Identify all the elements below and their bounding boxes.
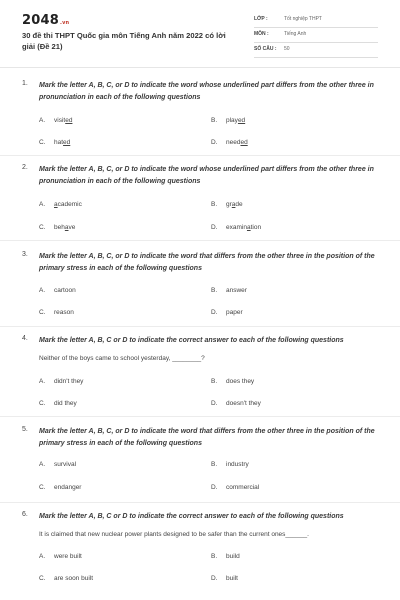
option-c[interactable]: [39, 400, 77, 407]
question-instruction: Mark the letter A, B, C, or D to indicate the word whose underlined part differs from the other three in pronunciation in each of the following questions: [39, 166, 374, 185]
option-underlined: a: [54, 201, 58, 208]
meta-subject-value: Tiếng Anh: [284, 31, 307, 37]
question-separator: [0, 502, 400, 503]
option-c[interactable]: [39, 575, 93, 582]
option-d[interactable]: [211, 575, 238, 582]
option-text: doesn't they: [226, 400, 261, 407]
meta-count-key: SỐ CÂU :: [254, 46, 277, 52]
question-separator: [0, 416, 400, 417]
option-b[interactable]: [211, 461, 249, 468]
question-number: 1.: [22, 80, 28, 87]
meta-subject-row: [254, 29, 378, 43]
option-text: examin: [226, 224, 247, 231]
option-letter: B.: [211, 287, 218, 294]
option-d[interactable]: [211, 484, 259, 491]
question-stem: Neither of the boys came to school yesterday, ________?: [39, 355, 205, 362]
option-letter: B.: [211, 553, 218, 560]
meta-class-row: [254, 14, 378, 28]
meta-class-value: Tốt nghiệp THPT: [284, 16, 322, 22]
option-text: did they: [54, 400, 77, 407]
option-b[interactable]: [211, 201, 243, 208]
logo-main: 2048: [22, 13, 59, 28]
question-separator: [0, 326, 400, 327]
option-letter: C.: [39, 139, 46, 146]
option-a[interactable]: [39, 553, 82, 560]
option-letter: C.: [39, 575, 46, 582]
question-instruction: Mark the letter A, B, C, or D to indicate the word that differs from the other three in the position of the primary stress in each of the following questions: [39, 253, 375, 272]
option-a[interactable]: [39, 378, 83, 385]
option-c[interactable]: [39, 139, 70, 146]
option-b[interactable]: [211, 287, 247, 294]
question-instruction: Mark the letter A, B, C, or D to indicate the word that differs from the other three in the position of the primary stress in each of the following questions: [39, 428, 375, 447]
option-text-end: de: [235, 201, 243, 208]
option-text: play: [226, 117, 238, 124]
question-separator: [0, 240, 400, 241]
option-letter: B.: [211, 461, 218, 468]
option-text-end: tion: [250, 224, 262, 231]
option-text: visit: [54, 117, 66, 124]
option-underlined: ed: [237, 117, 246, 124]
option-text: build: [226, 553, 240, 560]
option-text: didn't they: [54, 378, 84, 385]
option-text: were built: [54, 553, 82, 560]
option-underlined: a: [246, 224, 251, 231]
option-letter: A.: [39, 287, 46, 294]
option-letter: B.: [211, 117, 218, 124]
option-letter: D.: [211, 575, 218, 582]
option-text: beh: [54, 224, 65, 231]
option-underlined: a: [64, 224, 69, 231]
option-text-end: ve: [68, 224, 76, 231]
question-number: 2.: [22, 164, 28, 171]
option-underlined: ed: [65, 117, 73, 124]
option-a[interactable]: [39, 287, 76, 294]
question-instruction: Mark the letter A, B, C or D to indicate the correct answer to each of the following questions: [39, 337, 344, 344]
option-text: reason: [54, 309, 74, 316]
option-letter: B.: [211, 201, 218, 208]
option-b[interactable]: [211, 378, 254, 385]
option-text: paper: [226, 309, 243, 316]
question-number: 5.: [22, 426, 28, 433]
option-underlined: ed: [240, 139, 248, 146]
option-d[interactable]: [211, 224, 261, 231]
meta-class-key: LỚP :: [254, 16, 268, 22]
site-logo[interactable]: [22, 13, 69, 28]
option-letter: A.: [39, 378, 46, 385]
option-text: cartoon: [54, 287, 76, 294]
option-text: commercial: [226, 484, 260, 491]
question-instruction: Mark the letter A, B, C or D to indicate the correct answer to each of the following questions: [39, 513, 344, 520]
option-text: hat: [54, 139, 64, 146]
option-b[interactable]: [211, 117, 245, 124]
option-text: survival: [54, 461, 77, 468]
option-a[interactable]: [39, 461, 76, 468]
header-divider: [0, 67, 400, 68]
option-text: built: [226, 575, 238, 582]
option-a[interactable]: [39, 117, 72, 124]
option-a[interactable]: [39, 201, 82, 208]
logo-suffix: .vn: [59, 20, 70, 26]
option-underlined: ed: [63, 139, 71, 146]
option-d[interactable]: [211, 139, 248, 146]
option-letter: D.: [211, 309, 218, 316]
option-letter: D.: [211, 400, 218, 407]
option-letter: A.: [39, 553, 46, 560]
option-letter: D.: [211, 484, 218, 491]
option-d[interactable]: [211, 400, 261, 407]
meta-subject-key: MÔN :: [254, 31, 269, 37]
option-text: are soon built: [54, 575, 94, 582]
meta-count-row: [254, 44, 378, 58]
option-text-end: cademic: [57, 201, 82, 208]
option-text: gr: [226, 201, 232, 208]
option-letter: B.: [211, 378, 218, 385]
page-header: [0, 0, 400, 66]
option-c[interactable]: [39, 484, 81, 491]
option-text: endanger: [54, 484, 82, 491]
question-number: 6.: [22, 511, 28, 518]
option-b[interactable]: [211, 553, 240, 560]
option-c[interactable]: [39, 309, 74, 316]
option-text: does they: [226, 378, 255, 385]
meta-count-value: 50: [284, 46, 290, 52]
option-c[interactable]: [39, 224, 75, 231]
question-number: 4.: [22, 335, 28, 342]
option-letter: A.: [39, 201, 46, 208]
option-letter: C.: [39, 309, 46, 316]
option-text: industry: [226, 461, 249, 468]
option-letter: D.: [211, 224, 218, 231]
option-text: need: [226, 139, 241, 146]
option-letter: C.: [39, 400, 46, 407]
option-letter: C.: [39, 224, 46, 231]
option-text: answer: [226, 287, 247, 294]
question-separator: [0, 155, 400, 156]
question-number: 3.: [22, 251, 28, 258]
exam-title: 30 đề thi THPT Quốc gia môn Tiếng Anh năm 2022 có lời giải (Đề 21): [22, 31, 226, 51]
option-letter: D.: [211, 139, 218, 146]
option-letter: A.: [39, 117, 46, 124]
option-d[interactable]: [211, 309, 243, 316]
option-letter: A.: [39, 461, 46, 468]
question-instruction: Mark the letter A, B, C, or D to indicate the word whose underlined part differs from the other three in pronunciation in each of the following questions: [39, 82, 374, 101]
option-letter: C.: [39, 484, 46, 491]
question-stem: It is claimed that new nuclear power plants designed to be safer than the current ones______.: [39, 531, 309, 538]
option-underlined: a: [231, 201, 236, 208]
